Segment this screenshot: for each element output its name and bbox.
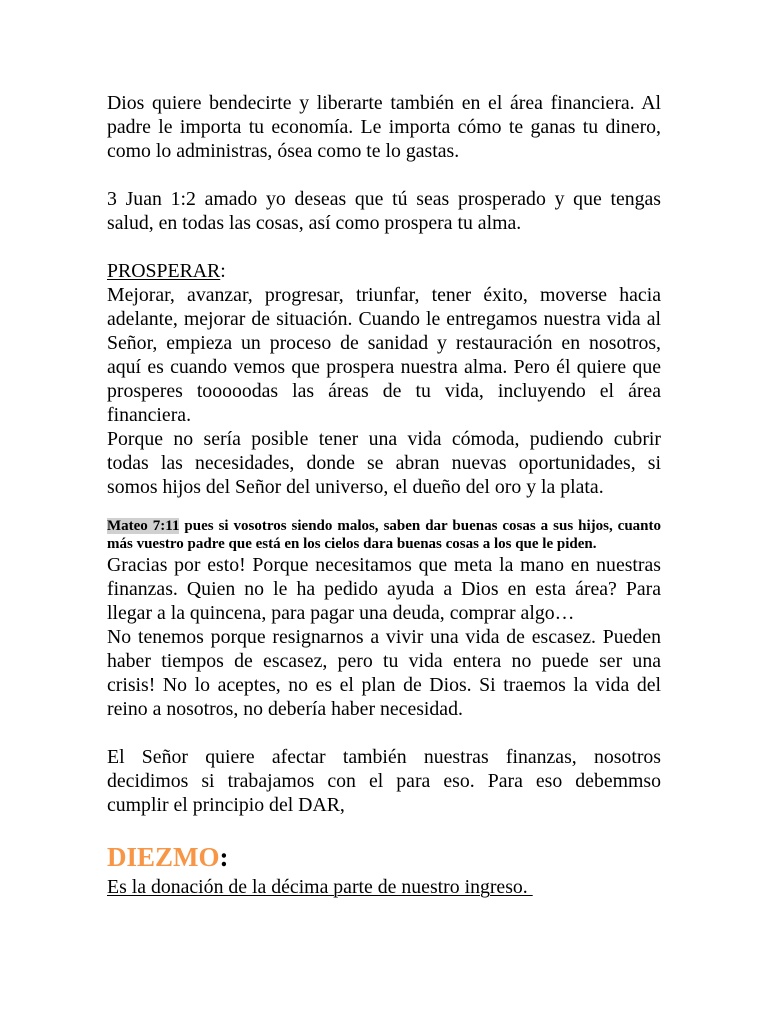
- text-line: haber tiempos de escasez, pero tu vida entera no puede ser una: [107, 650, 661, 672]
- heading-diezmo: [107, 841, 661, 873]
- text-line: aquí es cuando vemos que prospera nuestra alma. Pero él quiere que: [107, 356, 661, 378]
- heading-diezmo-label: DIEZMO: [107, 842, 220, 872]
- paragraph-prosperar-definition: [107, 283, 661, 427]
- text-line: más vuestro padre que está en los cielos dara buenas cosas a los que le piden.: [107, 536, 597, 552]
- text-line: [107, 517, 661, 535]
- paragraph-intro: [107, 91, 661, 163]
- text-line: El Señor quiere afectar también nuestras finanzas, nosotros: [107, 746, 661, 768]
- heading-colon: :: [219, 842, 229, 872]
- text-line: Mejorar, avanzar, progresar, triunfar, tener éxito, moverse hacia: [107, 284, 661, 306]
- paragraph-bible-verse-3-juan: [107, 187, 661, 235]
- text-line: somos hijos del Señor del universo, el dueño del oro y la plata.: [107, 476, 604, 498]
- paragraph-gracias: [107, 553, 661, 625]
- text-line: salud, en todas las cosas, así como prospera tu alma.: [107, 212, 522, 234]
- text-line: No tenemos porque resignarnos a vivir una vida de escasez. Pueden: [107, 626, 661, 648]
- heading-prosperar: [107, 259, 661, 283]
- text-line: crisis! No lo aceptes, no es el plan de Dios. Si traemos la vida del: [107, 674, 661, 696]
- paragraph-principio-dar: [107, 745, 661, 817]
- text-line: Porque no sería posible tener una vida cómoda, pudiendo cubrir: [107, 428, 661, 450]
- text-line: todas las necesidades, donde se abran nuevas oportunidades, si: [107, 452, 661, 474]
- verse-reference: Mateo 7:11: [107, 518, 180, 534]
- diezmo-definition: [107, 875, 661, 899]
- text-line: cumplir el principio del DAR,: [107, 794, 345, 816]
- verse-text: pues si vosotros siendo malos, saben dar buenas cosas a sus hijos, cuanto: [184, 518, 662, 534]
- text-line: financiera.: [107, 404, 192, 426]
- text-line: padre le importa tu economía. Le importa cómo te ganas tu dinero,: [107, 116, 661, 138]
- text-line: llegar a la quincena, para pagar una deuda, comprar algo…: [107, 602, 575, 624]
- document-body: [107, 91, 661, 899]
- heading-colon: :: [220, 260, 226, 282]
- quote-mateo: [107, 517, 661, 553]
- diezmo-definition-text: Es la donación de la décima parte de nuestro ingreso.: [107, 876, 533, 898]
- text-line: finanzas. Quien no le ha pedido ayuda a Dios en esta área? Para: [107, 578, 661, 600]
- text-line: Gracias por esto! Porque necesitamos que meta la mano en nuestras: [107, 554, 661, 576]
- text-line: Señor, empieza un proceso de sanidad y restauración en nosotros,: [107, 332, 661, 354]
- text-line: decidimos si trabajamos con el para eso. Para eso debemmso: [107, 770, 661, 792]
- text-line: 3 Juan 1:2 amado yo deseas que tú seas prosperado y que tengas: [107, 188, 661, 210]
- paragraph-escasez: [107, 625, 661, 721]
- text-line: reino a nosotros, no debería haber necesidad.: [107, 698, 463, 720]
- paragraph-vida-comoda: [107, 427, 661, 499]
- text-line: prosperes tooooodas las áreas de tu vida, incluyendo el área: [107, 380, 661, 402]
- text-line: Dios quiere bendecirte y liberarte también en el área financiera. Al: [107, 92, 661, 114]
- text-line: como lo administras, ósea como te lo gastas.: [107, 140, 460, 162]
- text-line: adelante, mejorar de situación. Cuando le entregamos nuestra vida al: [107, 308, 661, 330]
- heading-prosperar-label: PROSPERAR: [107, 260, 221, 282]
